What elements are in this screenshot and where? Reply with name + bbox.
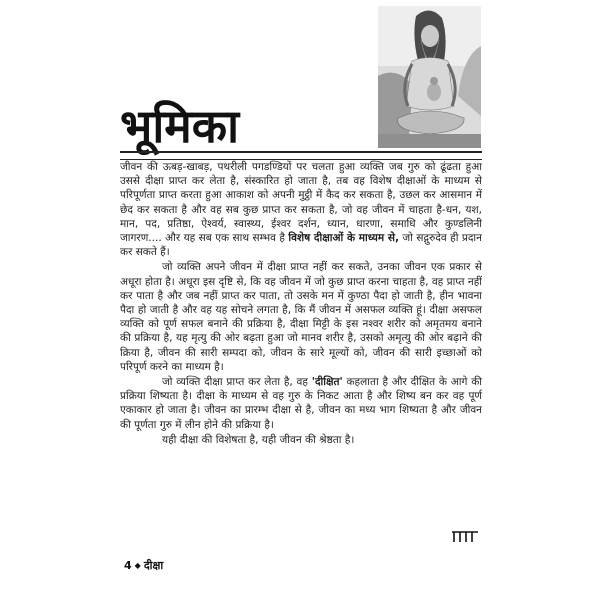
paragraph-3-tail: कहलाता है और दीक्षित के आगे की प्रक्रिया शिष्यता है। दीक्षा के माध्यम से वह गुरु के निकट आता है और शिष्य बन कर वह पूर्ण एकाकार हो जाता है। जीवन का प्रारम्भ दीक्षा से है, जीवन का मध्य भाग शिष्यता है और जीवन की पूर्णता गुरु में लीन होने की प्रक्रिया है। bbox=[120, 376, 482, 431]
sage-photo-illustration bbox=[378, 6, 481, 148]
paragraph-1-tail: जो सद्गुरुदेव ही प्रदान कर सकते हैं। bbox=[120, 232, 482, 259]
title-divider bbox=[120, 151, 482, 160]
paragraph-2: जो व्यक्ति अपने जीवन में दीक्षा प्राप्त नहीं कर सकते, उनका जीवन एक प्रकार से अधूरा होता है। अधूरा इस दृष्टि से, कि वह जीवन में जो कुछ प्राप्त करना चाहता है, वह प्राप्त नहीं कर पाता है और जब नहीं प्राप्त कर पाता, तो उसके मन में कुण्ठा पैदा हो जाती है, हीन भावना पैदा हो जाती है और वह यह सोचने लगता है, कि मैं जीवन में असफल व्यक्ति हूं। दीक्षा असफल व्यक्ति को पूर्ण सफल बनाने की प्रक्रिया है, दीक्षा मिट्टी के इस नश्वर शरीर को अमृतमय बनाने की प्रक्रिया है, यह मृत्यु की ओर बढ़ता हुआ जो मानव शरीर है, उसको अमृत्यु की ओर बढ़ाने की क्रिया है, जीवन की सारी सम्पदा को, जीवन के सारे मूल्यों को, जीवन की सारी इच्छाओं को परिपूर्ण करने का माध्यम है। bbox=[120, 261, 482, 373]
paragraph-1-bold: विशेष दीक्षाओं के माध्यम से, bbox=[288, 232, 399, 245]
body-text bbox=[120, 160, 482, 447]
paragraph-3-bold: 'दीक्षित' bbox=[311, 376, 343, 389]
footer-separator-icon: ◆ bbox=[134, 561, 141, 570]
paragraph-1-text: जीवन की ऊबड़-खाबड़, पथरीली पगडण्डियों पर चलता हुआ व्यक्ति जब गुरु को ढूंढता हुआ उससे दीक्षा प्राप्त कर लेता है, संस्कारित हो जाता है, तब वह विशेष दीक्षाओं के माध्यम से परिपूर्णता प्राप्त करता हुआ आकाश को अपनी मुट्ठी में कैद कर सकता है, उछल कर आसमान में छेद कर सकता है और वह सब कुछ प्राप्त कर सकता है, जो वह जीवन में चाहता है-धन, यश, मान, पद, प्रतिष्ठा, ऐश्वर्य, स्वास्थ्य, ईश्वर दर्शन, ध्यान, धारणा, समाधि और कुण्डलिनी जागरण.... और यह सब एक साथ सम्भव है bbox=[120, 161, 482, 245]
sage-photo bbox=[378, 6, 481, 148]
paragraph-3-text: जो व्यक्ति दीक्षा प्राप्त कर लेता है, वह bbox=[162, 376, 312, 389]
paragraph-4: यही दीक्षा की विशेषता है, यही जीवन की श्रेष्ठता है। bbox=[162, 433, 355, 446]
page-title: भूमिका bbox=[120, 99, 240, 153]
book-title: दीक्षा bbox=[143, 559, 164, 572]
paragraph-1 bbox=[120, 160, 482, 259]
page-footer bbox=[124, 558, 163, 573]
page-number: 4 bbox=[124, 559, 132, 572]
section-end-mark-icon bbox=[452, 531, 478, 543]
paragraph-3 bbox=[120, 375, 482, 432]
